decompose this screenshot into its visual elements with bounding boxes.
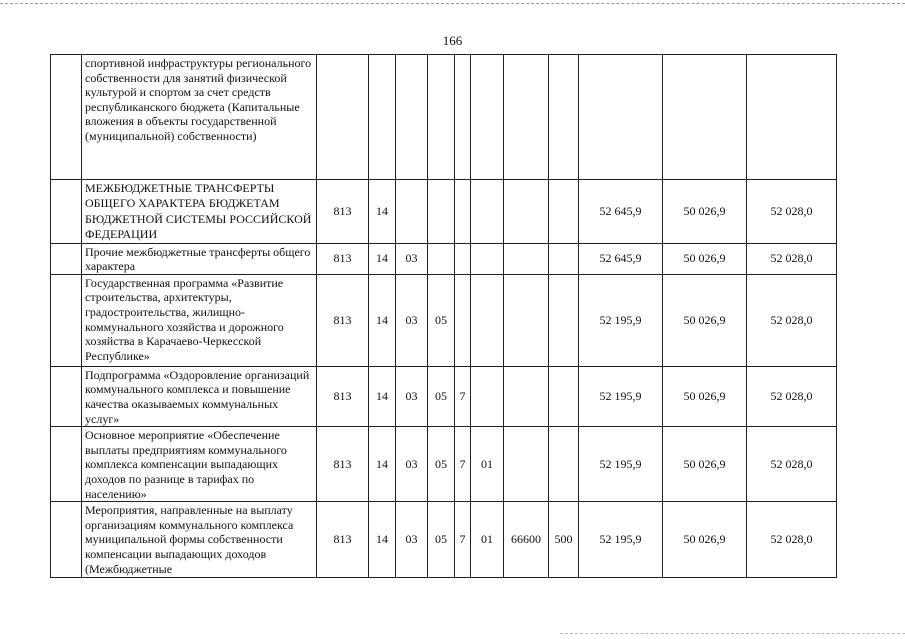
ministry-code-cell: 813: [317, 274, 369, 366]
program-code-cell: 05: [428, 502, 455, 578]
ministry-code-cell: 813: [317, 502, 369, 578]
expense-type-cell: [549, 180, 579, 244]
budget-table: [50, 54, 837, 578]
amount-year-3-cell: 52 028,0: [747, 274, 837, 366]
subprogram-code-cell: 7: [455, 366, 471, 426]
section-code-cell: 14: [369, 502, 396, 578]
row-number-cell: [51, 366, 82, 426]
expense-name-cell: МЕЖБЮДЖЕТНЫЕ ТРАНСФЕРТЫ ОБЩЕГО ХАРАКТЕРА БЮДЖЕТАМ БЮДЖЕТНОЙ СИСТЕМЫ РОССИЙСКОЙ ФЕДЕРАЦИИ: [82, 180, 317, 244]
program-code-cell: 05: [428, 427, 455, 502]
event-code-cell: [471, 55, 504, 180]
expense-name-cell: Государственная программа «Развитие строительства, архитектуры, градостроительства, жилищно-коммунального хозяйства и дорожного хозяйства в Карачаево-Черкесской Республике»: [82, 274, 317, 366]
expense-name-cell: Основное мероприятие «Обеспечение выплаты предприятиям коммунального комплекса компенсации выпадающих доходов по разнице в тарифах по населению»: [82, 427, 317, 502]
row-number-cell: [51, 180, 82, 244]
section-code-cell: 14: [369, 243, 396, 274]
event-code-cell: 01: [471, 502, 504, 578]
amount-year-3-cell: 52 028,0: [747, 502, 837, 578]
amount-year-2-cell: 50 026,9: [663, 366, 747, 426]
direction-code-cell: [504, 180, 549, 244]
subprogram-code-cell: 7: [455, 427, 471, 502]
subsection-code-cell: [396, 180, 428, 244]
program-code-cell: [428, 243, 455, 274]
event-code-cell: 01: [471, 427, 504, 502]
amount-year-3-cell: 52 028,0: [747, 427, 837, 502]
event-code-cell: [471, 180, 504, 244]
subsection-code-cell: 03: [396, 502, 428, 578]
section-code-cell: 14: [369, 274, 396, 366]
amount-year-1-cell: 52 195,9: [579, 366, 663, 426]
subprogram-code-cell: [455, 274, 471, 366]
subsection-code-cell: 03: [396, 274, 428, 366]
expense-type-cell: [549, 427, 579, 502]
amount-year-1-cell: [579, 55, 663, 180]
expense-type-cell: [549, 274, 579, 366]
expense-type-cell: [549, 243, 579, 274]
program-code-cell: [428, 55, 455, 180]
expense-name-cell: Подпрограмма «Оздоровление организаций коммунального комплекса и повышение качества оказываемых коммунальных услуг»: [82, 366, 317, 426]
expense-type-cell: [549, 366, 579, 426]
row-number-cell: [51, 243, 82, 274]
expense-type-cell: 500: [549, 502, 579, 578]
section-code-cell: 14: [369, 427, 396, 502]
section-code-cell: 14: [369, 366, 396, 426]
table-row: [51, 55, 837, 180]
ministry-code-cell: 813: [317, 180, 369, 244]
amount-year-2-cell: 50 026,9: [663, 427, 747, 502]
scan-edge-top: [0, 3, 905, 4]
row-number-cell: [51, 502, 82, 578]
row-number-cell: [51, 274, 82, 366]
subprogram-code-cell: [455, 180, 471, 244]
direction-code-cell: [504, 366, 549, 426]
expense-name-cell: Мероприятия, направленные на выплату организациям коммунального комплекса муниципальной формы собственности компенсации выпадающих доходов (Межбюджетные: [82, 502, 317, 578]
amount-year-3-cell: [747, 55, 837, 180]
table-row: [51, 427, 837, 502]
amount-year-3-cell: 52 028,0: [747, 366, 837, 426]
subsection-code-cell: [396, 55, 428, 180]
direction-code-cell: [504, 427, 549, 502]
event-code-cell: [471, 243, 504, 274]
event-code-cell: [471, 366, 504, 426]
subsection-code-cell: 03: [396, 243, 428, 274]
amount-year-1-cell: 52 195,9: [579, 502, 663, 578]
expense-name-cell: Прочие межбюджетные трансферты общего характера: [82, 243, 317, 274]
section-code-cell: 14: [369, 180, 396, 244]
amount-year-3-cell: 52 028,0: [747, 243, 837, 274]
page-number: 166: [442, 33, 463, 48]
direction-code-cell: [504, 243, 549, 274]
table-row: [51, 502, 837, 578]
direction-code-cell: 66600: [504, 502, 549, 578]
subsection-code-cell: 03: [396, 427, 428, 502]
program-code-cell: 05: [428, 274, 455, 366]
amount-year-2-cell: 50 026,9: [663, 502, 747, 578]
amount-year-2-cell: [663, 55, 747, 180]
scan-edge-bottom: [560, 633, 905, 634]
subprogram-code-cell: [455, 243, 471, 274]
row-number-cell: [51, 427, 82, 502]
table-row: [51, 274, 837, 366]
program-code-cell: [428, 180, 455, 244]
amount-year-1-cell: 52 645,9: [579, 180, 663, 244]
amount-year-1-cell: 52 195,9: [579, 427, 663, 502]
event-code-cell: [471, 274, 504, 366]
ministry-code-cell: 813: [317, 366, 369, 426]
table-row: [51, 180, 837, 244]
section-code-cell: [369, 55, 396, 180]
expense-type-cell: [549, 55, 579, 180]
amount-year-2-cell: 50 026,9: [663, 274, 747, 366]
subsection-code-cell: 03: [396, 366, 428, 426]
table-row: [51, 366, 837, 426]
direction-code-cell: [504, 274, 549, 366]
ministry-code-cell: [317, 55, 369, 180]
amount-year-2-cell: 50 026,9: [663, 243, 747, 274]
budget-table-body: [51, 55, 837, 578]
amount-year-1-cell: 52 645,9: [579, 243, 663, 274]
subprogram-code-cell: 7: [455, 502, 471, 578]
ministry-code-cell: 813: [317, 243, 369, 274]
amount-year-1-cell: 52 195,9: [579, 274, 663, 366]
row-number-cell: [51, 55, 82, 180]
table-row: [51, 243, 837, 274]
subprogram-code-cell: [455, 55, 471, 180]
direction-code-cell: [504, 55, 549, 180]
expense-name-cell: спортивной инфраструктуры регионального собственности для занятий физической культурой и спортом за счет средств республиканского бюджета (Капитальные вложения в объекты государственной (муниципальной) собственности): [82, 55, 317, 180]
ministry-code-cell: 813: [317, 427, 369, 502]
program-code-cell: 05: [428, 366, 455, 426]
amount-year-2-cell: 50 026,9: [663, 180, 747, 244]
amount-year-3-cell: 52 028,0: [747, 180, 837, 244]
